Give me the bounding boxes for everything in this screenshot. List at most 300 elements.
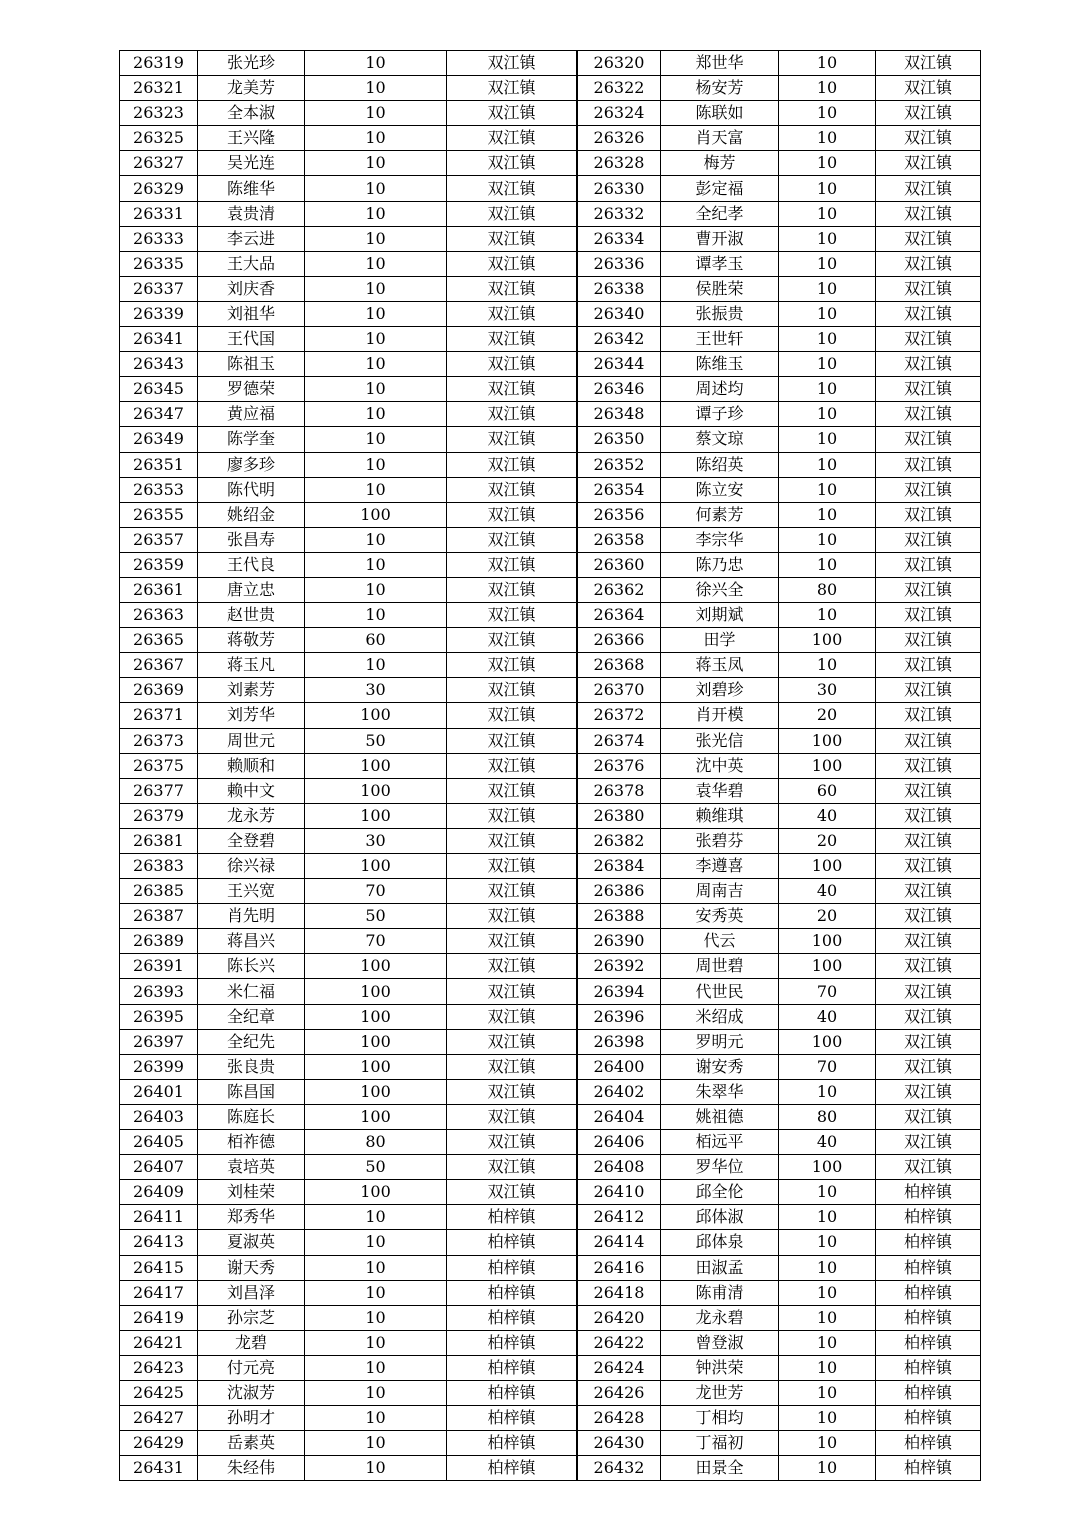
donor-name-cell: 罗明元 [661, 1029, 779, 1054]
amount-cell: 80 [779, 1104, 876, 1129]
donor-name-cell: 谢安秀 [661, 1054, 779, 1079]
donor-name-cell: 刘芳华 [198, 703, 305, 728]
record-id-cell: 26354 [577, 477, 661, 502]
town-cell: 柏梓镇 [447, 1230, 578, 1255]
donor-name-cell: 张振贵 [661, 301, 779, 326]
amount-cell: 10 [305, 1205, 447, 1230]
amount-cell: 10 [305, 653, 447, 678]
town-cell: 双江镇 [876, 377, 981, 402]
record-id-cell: 26391 [120, 954, 198, 979]
table-row [120, 502, 981, 527]
record-id-cell: 26431 [120, 1456, 198, 1481]
record-id-cell: 26329 [120, 176, 198, 201]
town-cell: 双江镇 [876, 1079, 981, 1104]
donor-name-cell: 栢祚德 [198, 1130, 305, 1155]
amount-cell: 10 [305, 1355, 447, 1380]
donor-name-cell: 孙宗芝 [198, 1305, 305, 1330]
record-id-cell: 26408 [577, 1155, 661, 1180]
table-row [120, 1155, 981, 1180]
table-row [120, 1380, 981, 1405]
donor-name-cell: 侯胜荣 [661, 276, 779, 301]
amount-cell: 100 [779, 628, 876, 653]
amount-cell: 10 [779, 1280, 876, 1305]
record-id-cell: 26418 [577, 1280, 661, 1305]
record-id-cell: 26392 [577, 954, 661, 979]
donor-name-cell: 袁贵清 [198, 201, 305, 226]
donor-name-cell: 张光珍 [198, 51, 305, 76]
table-row [120, 377, 981, 402]
town-cell: 双江镇 [447, 854, 578, 879]
record-id-cell: 26430 [577, 1431, 661, 1456]
amount-cell: 100 [305, 502, 447, 527]
record-id-cell: 26376 [577, 753, 661, 778]
table-row [120, 1130, 981, 1155]
town-cell: 双江镇 [447, 603, 578, 628]
donor-name-cell: 曾登淑 [661, 1330, 779, 1355]
donor-name-cell: 刘期斌 [661, 603, 779, 628]
town-cell: 双江镇 [447, 176, 578, 201]
town-cell: 双江镇 [876, 753, 981, 778]
town-cell: 双江镇 [447, 352, 578, 377]
amount-cell: 10 [779, 76, 876, 101]
amount-cell: 10 [779, 1380, 876, 1405]
amount-cell: 10 [779, 527, 876, 552]
town-cell: 柏梓镇 [876, 1255, 981, 1280]
town-cell: 双江镇 [447, 904, 578, 929]
table-row [120, 678, 981, 703]
record-id-cell: 26427 [120, 1406, 198, 1431]
amount-cell: 10 [779, 201, 876, 226]
town-cell: 双江镇 [876, 76, 981, 101]
amount-cell: 10 [305, 1230, 447, 1255]
town-cell: 双江镇 [876, 552, 981, 577]
amount-cell: 10 [305, 527, 447, 552]
table-row [120, 352, 981, 377]
donor-name-cell: 沈中英 [661, 753, 779, 778]
record-id-cell: 26321 [120, 76, 198, 101]
amount-cell: 10 [305, 1456, 447, 1481]
record-id-cell: 26346 [577, 377, 661, 402]
record-id-cell: 26350 [577, 427, 661, 452]
record-id-cell: 26405 [120, 1130, 198, 1155]
donor-name-cell: 谭子珍 [661, 402, 779, 427]
table-row [120, 1255, 981, 1280]
table-row [120, 527, 981, 552]
town-cell: 双江镇 [876, 201, 981, 226]
table-row [120, 803, 981, 828]
record-id-cell: 26426 [577, 1380, 661, 1405]
donor-name-cell: 陈长兴 [198, 954, 305, 979]
amount-cell: 10 [779, 176, 876, 201]
town-cell: 柏梓镇 [447, 1330, 578, 1355]
town-cell: 柏梓镇 [447, 1456, 578, 1481]
record-id-cell: 26374 [577, 728, 661, 753]
record-id-cell: 26341 [120, 327, 198, 352]
table-row [120, 1406, 981, 1431]
amount-cell: 10 [779, 251, 876, 276]
donor-name-cell: 李宗华 [661, 527, 779, 552]
amount-cell: 70 [779, 979, 876, 1004]
table-row [120, 753, 981, 778]
town-cell: 双江镇 [447, 929, 578, 954]
amount-cell: 80 [779, 577, 876, 602]
amount-cell: 10 [779, 301, 876, 326]
amount-cell: 70 [779, 1054, 876, 1079]
town-cell: 双江镇 [876, 703, 981, 728]
record-id-cell: 26371 [120, 703, 198, 728]
town-cell: 双江镇 [876, 176, 981, 201]
amount-cell: 100 [305, 1029, 447, 1054]
town-cell: 双江镇 [447, 552, 578, 577]
amount-cell: 10 [305, 101, 447, 126]
amount-cell: 40 [779, 879, 876, 904]
town-cell: 柏梓镇 [876, 1280, 981, 1305]
donor-name-cell: 杨安芳 [661, 76, 779, 101]
table-row [120, 251, 981, 276]
donor-name-cell: 徐兴全 [661, 577, 779, 602]
table-row [120, 1205, 981, 1230]
donor-name-cell: 龙美芳 [198, 76, 305, 101]
town-cell: 柏梓镇 [447, 1406, 578, 1431]
record-id-cell: 26351 [120, 452, 198, 477]
record-id-cell: 26390 [577, 929, 661, 954]
town-cell: 双江镇 [447, 251, 578, 276]
donor-name-cell: 张良贵 [198, 1054, 305, 1079]
donor-name-cell: 肖天富 [661, 126, 779, 151]
town-cell: 双江镇 [876, 979, 981, 1004]
donor-name-cell: 罗德荣 [198, 377, 305, 402]
record-id-cell: 26398 [577, 1029, 661, 1054]
amount-cell: 100 [779, 753, 876, 778]
amount-cell: 10 [779, 1431, 876, 1456]
record-id-cell: 26404 [577, 1104, 661, 1129]
table-row [120, 151, 981, 176]
donor-name-cell: 蒋玉凡 [198, 653, 305, 678]
table-row [120, 1054, 981, 1079]
record-id-cell: 26403 [120, 1104, 198, 1129]
donor-name-cell: 王兴隆 [198, 126, 305, 151]
donor-name-cell: 陈学奎 [198, 427, 305, 452]
amount-cell: 10 [305, 603, 447, 628]
record-id-cell: 26319 [120, 51, 198, 76]
town-cell: 双江镇 [447, 954, 578, 979]
amount-cell: 100 [305, 1054, 447, 1079]
amount-cell: 10 [305, 201, 447, 226]
amount-cell: 30 [305, 678, 447, 703]
table-row [120, 628, 981, 653]
table-row [120, 427, 981, 452]
table-row [120, 577, 981, 602]
amount-cell: 10 [305, 76, 447, 101]
record-id-cell: 26389 [120, 929, 198, 954]
donor-name-cell: 陈维华 [198, 176, 305, 201]
amount-cell: 100 [305, 954, 447, 979]
donor-name-cell: 何素芳 [661, 502, 779, 527]
record-id-cell: 26325 [120, 126, 198, 151]
donor-name-cell: 彭定福 [661, 176, 779, 201]
amount-cell: 10 [779, 1355, 876, 1380]
table-row [120, 276, 981, 301]
record-id-cell: 26368 [577, 653, 661, 678]
donor-name-cell: 安秀英 [661, 904, 779, 929]
town-cell: 双江镇 [876, 678, 981, 703]
town-cell: 双江镇 [447, 778, 578, 803]
table-row [120, 327, 981, 352]
donor-name-cell: 王世轩 [661, 327, 779, 352]
record-id-cell: 26328 [577, 151, 661, 176]
donor-name-cell: 廖多珍 [198, 452, 305, 477]
amount-cell: 100 [779, 1155, 876, 1180]
record-id-cell: 26415 [120, 1255, 198, 1280]
town-cell: 双江镇 [447, 51, 578, 76]
table-row [120, 1029, 981, 1054]
table-row [120, 1355, 981, 1380]
amount-cell: 100 [305, 979, 447, 1004]
town-cell: 双江镇 [447, 1104, 578, 1129]
town-cell: 双江镇 [876, 1004, 981, 1029]
record-id-cell: 26377 [120, 778, 198, 803]
town-cell: 柏梓镇 [447, 1355, 578, 1380]
town-cell: 柏梓镇 [876, 1380, 981, 1405]
town-cell: 双江镇 [447, 527, 578, 552]
donor-name-cell: 田学 [661, 628, 779, 653]
table-row [120, 176, 981, 201]
town-cell: 双江镇 [876, 402, 981, 427]
amount-cell: 100 [305, 1079, 447, 1104]
town-cell: 双江镇 [447, 1155, 578, 1180]
town-cell: 双江镇 [876, 904, 981, 929]
record-id-cell: 26332 [577, 201, 661, 226]
amount-cell: 30 [305, 828, 447, 853]
donor-name-cell: 孙明才 [198, 1406, 305, 1431]
amount-cell: 10 [305, 251, 447, 276]
record-id-cell: 26355 [120, 502, 198, 527]
donor-name-cell: 刘素芳 [198, 678, 305, 703]
amount-cell: 10 [779, 51, 876, 76]
town-cell: 双江镇 [876, 251, 981, 276]
donor-name-cell: 袁华碧 [661, 778, 779, 803]
donor-name-cell: 龙永芳 [198, 803, 305, 828]
donor-name-cell: 肖开模 [661, 703, 779, 728]
amount-cell: 10 [779, 1255, 876, 1280]
amount-cell: 100 [779, 1029, 876, 1054]
town-cell: 双江镇 [447, 803, 578, 828]
record-id-cell: 26342 [577, 327, 661, 352]
amount-cell: 10 [779, 352, 876, 377]
donor-name-cell: 沈淑芳 [198, 1380, 305, 1405]
record-id-cell: 26360 [577, 552, 661, 577]
amount-cell: 40 [779, 1004, 876, 1029]
record-id-cell: 26334 [577, 226, 661, 251]
record-id-cell: 26362 [577, 577, 661, 602]
town-cell: 双江镇 [876, 502, 981, 527]
table-row [120, 979, 981, 1004]
town-cell: 双江镇 [876, 778, 981, 803]
amount-cell: 10 [779, 276, 876, 301]
donor-name-cell: 全本淑 [198, 101, 305, 126]
donor-name-cell: 徐兴禄 [198, 854, 305, 879]
amount-cell: 100 [305, 1104, 447, 1129]
amount-cell: 10 [305, 327, 447, 352]
donor-name-cell: 张碧芬 [661, 828, 779, 853]
amount-cell: 80 [305, 1130, 447, 1155]
record-id-cell: 26358 [577, 527, 661, 552]
amount-cell: 10 [305, 427, 447, 452]
donor-name-cell: 刘昌泽 [198, 1280, 305, 1305]
amount-cell: 10 [779, 603, 876, 628]
donor-name-cell: 全纪章 [198, 1004, 305, 1029]
town-cell: 柏梓镇 [876, 1180, 981, 1205]
amount-cell: 100 [779, 929, 876, 954]
record-id-cell: 26337 [120, 276, 198, 301]
town-cell: 双江镇 [447, 1004, 578, 1029]
record-id-cell: 26409 [120, 1180, 198, 1205]
record-id-cell: 26386 [577, 879, 661, 904]
donor-name-cell: 谢天秀 [198, 1255, 305, 1280]
table-row [120, 201, 981, 226]
record-id-cell: 26324 [577, 101, 661, 126]
record-id-cell: 26425 [120, 1380, 198, 1405]
town-cell: 双江镇 [876, 327, 981, 352]
donor-name-cell: 陈祖玉 [198, 352, 305, 377]
donor-name-cell: 蒋玉凤 [661, 653, 779, 678]
amount-cell: 10 [305, 226, 447, 251]
town-cell: 双江镇 [876, 1054, 981, 1079]
donor-name-cell: 陈立安 [661, 477, 779, 502]
town-cell: 双江镇 [876, 477, 981, 502]
amount-cell: 10 [305, 552, 447, 577]
town-cell: 双江镇 [876, 879, 981, 904]
donor-name-cell: 夏淑英 [198, 1230, 305, 1255]
record-id-cell: 26343 [120, 352, 198, 377]
record-id-cell: 26420 [577, 1305, 661, 1330]
record-id-cell: 26363 [120, 603, 198, 628]
table-row [120, 929, 981, 954]
record-id-cell: 26333 [120, 226, 198, 251]
amount-cell: 10 [305, 1305, 447, 1330]
record-id-cell: 26383 [120, 854, 198, 879]
table-row [120, 954, 981, 979]
record-id-cell: 26416 [577, 1255, 661, 1280]
table-row [120, 703, 981, 728]
amount-cell: 10 [305, 276, 447, 301]
town-cell: 柏梓镇 [876, 1305, 981, 1330]
table-row [120, 51, 981, 76]
donor-name-cell: 肖先明 [198, 904, 305, 929]
donor-name-cell: 姚绍金 [198, 502, 305, 527]
record-id-cell: 26402 [577, 1079, 661, 1104]
donor-name-cell: 龙世芳 [661, 1380, 779, 1405]
record-id-cell: 26369 [120, 678, 198, 703]
town-cell: 双江镇 [447, 477, 578, 502]
town-cell: 柏梓镇 [447, 1280, 578, 1305]
amount-cell: 10 [305, 1255, 447, 1280]
record-id-cell: 26387 [120, 904, 198, 929]
table-row [120, 1456, 981, 1481]
record-id-cell: 26365 [120, 628, 198, 653]
amount-cell: 10 [305, 1406, 447, 1431]
town-cell: 双江镇 [447, 301, 578, 326]
record-id-cell: 26320 [577, 51, 661, 76]
record-id-cell: 26373 [120, 728, 198, 753]
donor-name-cell: 陈绍英 [661, 452, 779, 477]
amount-cell: 100 [305, 753, 447, 778]
table-row [120, 1280, 981, 1305]
amount-cell: 60 [779, 778, 876, 803]
donor-name-cell: 黄应福 [198, 402, 305, 427]
town-cell: 双江镇 [447, 1054, 578, 1079]
amount-cell: 10 [305, 51, 447, 76]
town-cell: 双江镇 [876, 226, 981, 251]
record-id-cell: 26384 [577, 854, 661, 879]
record-id-cell: 26393 [120, 979, 198, 1004]
donation-table-container [119, 50, 971, 1481]
record-id-cell: 26428 [577, 1406, 661, 1431]
amount-cell: 10 [779, 1456, 876, 1481]
town-cell: 双江镇 [876, 929, 981, 954]
record-id-cell: 26395 [120, 1004, 198, 1029]
record-id-cell: 26339 [120, 301, 198, 326]
donor-name-cell: 米仁福 [198, 979, 305, 1004]
town-cell: 双江镇 [876, 1130, 981, 1155]
donor-name-cell: 周述均 [661, 377, 779, 402]
record-id-cell: 26361 [120, 577, 198, 602]
town-cell: 双江镇 [876, 352, 981, 377]
amount-cell: 100 [305, 778, 447, 803]
donor-name-cell: 邱全伦 [661, 1180, 779, 1205]
amount-cell: 10 [779, 1180, 876, 1205]
record-id-cell: 26396 [577, 1004, 661, 1029]
donor-name-cell: 米绍成 [661, 1004, 779, 1029]
donor-name-cell: 谭孝玉 [661, 251, 779, 276]
donor-name-cell: 代世民 [661, 979, 779, 1004]
donor-name-cell: 栢远平 [661, 1130, 779, 1155]
amount-cell: 100 [305, 803, 447, 828]
record-id-cell: 26356 [577, 502, 661, 527]
town-cell: 双江镇 [447, 1029, 578, 1054]
amount-cell: 10 [305, 377, 447, 402]
record-id-cell: 26422 [577, 1330, 661, 1355]
town-cell: 双江镇 [447, 703, 578, 728]
donor-name-cell: 刘庆香 [198, 276, 305, 301]
donor-name-cell: 袁培英 [198, 1155, 305, 1180]
record-id-cell: 26421 [120, 1330, 198, 1355]
donor-name-cell: 陈代明 [198, 477, 305, 502]
amount-cell: 20 [779, 904, 876, 929]
town-cell: 双江镇 [876, 1029, 981, 1054]
donor-name-cell: 陈乃忠 [661, 552, 779, 577]
donor-name-cell: 唐立忠 [198, 577, 305, 602]
donor-name-cell: 陈联如 [661, 101, 779, 126]
donor-name-cell: 姚祖德 [661, 1104, 779, 1129]
donor-name-cell: 全纪先 [198, 1029, 305, 1054]
table-row [120, 1004, 981, 1029]
table-row [120, 301, 981, 326]
donor-name-cell: 陈甫清 [661, 1280, 779, 1305]
table-row [120, 226, 981, 251]
amount-cell: 10 [305, 151, 447, 176]
record-id-cell: 26326 [577, 126, 661, 151]
town-cell: 双江镇 [876, 151, 981, 176]
donor-name-cell: 赖中文 [198, 778, 305, 803]
record-id-cell: 26353 [120, 477, 198, 502]
donor-name-cell: 钟洪荣 [661, 1355, 779, 1380]
amount-cell: 30 [779, 678, 876, 703]
amount-cell: 50 [305, 904, 447, 929]
amount-cell: 10 [779, 226, 876, 251]
donor-name-cell: 丁相均 [661, 1406, 779, 1431]
record-id-cell: 26345 [120, 377, 198, 402]
